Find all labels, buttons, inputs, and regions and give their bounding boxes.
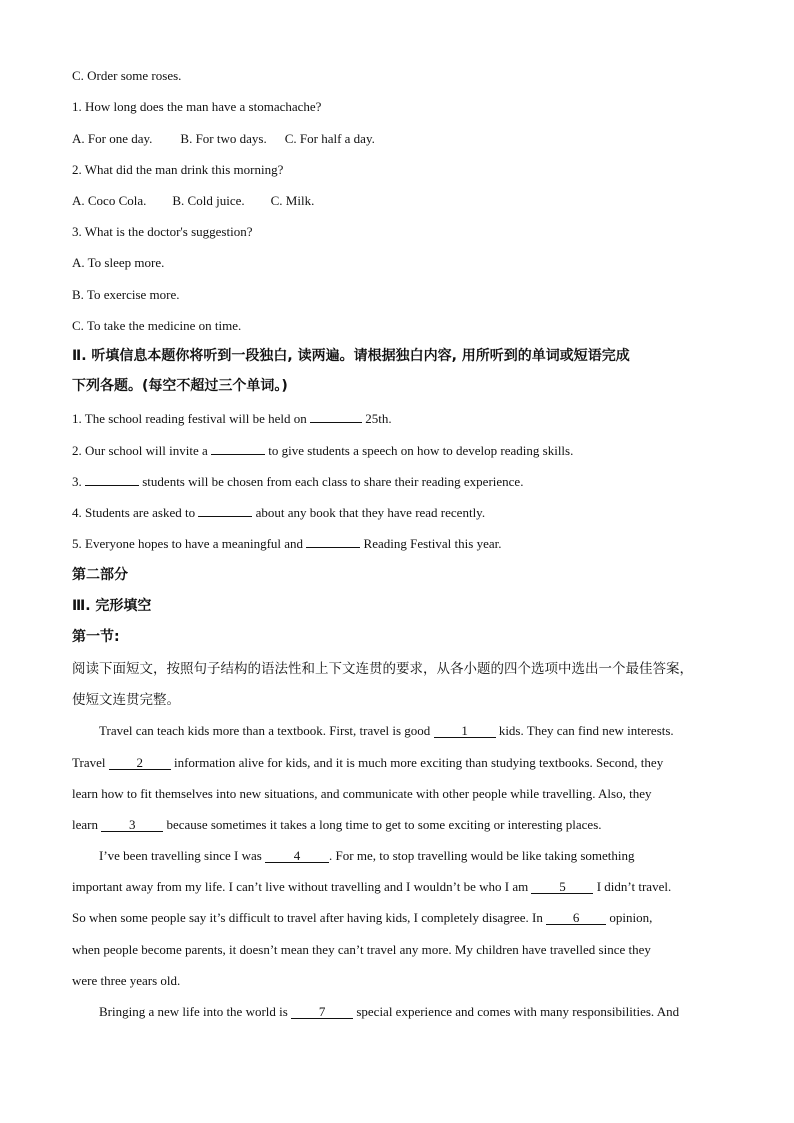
passage-line [99,848,635,864]
cloze-blank[interactable]: 5 [531,880,593,894]
option-c: C. Milk. [270,193,315,208]
passage-line: learn how to fit themselves into new situations, and communicate with other people while travelling. Also, they [72,786,652,801]
fill-item-3 [72,474,523,490]
passage-line: were three years old. [72,973,181,988]
instruction-line1: 阅读下面短文，按照句子结构的语法性和上下文连贯的要求，从各小题的四个选项中选出一个最佳答案， [72,661,693,677]
passage-line [72,910,652,926]
answer-blank[interactable] [198,516,252,517]
passage-text: information alive for kids, and it is much more exciting than studying textbooks. Second, they [173,755,664,770]
cloze-blank[interactable]: 3 [101,818,163,832]
passage-line: when people become parents, it doesn’t mean they can’t travel any more. My children have travelled since they [72,942,651,957]
passage-text: . For me, to stop travelling would be like taking something [329,848,635,863]
passage-line [99,723,674,739]
passage-text: kids. They can find new interests. [498,723,674,738]
fill-item-4 [72,505,485,521]
cloze-blank[interactable]: 4 [265,849,329,863]
question-3-option-c: C. To take the medicine on time. [72,318,242,333]
passage-text: special experience and comes with many responsibilities. And [356,1004,680,1019]
answer-blank[interactable] [211,454,265,455]
answer-blank[interactable] [306,547,360,548]
passage-text: Travel [72,755,106,770]
question-3-option-a: A. To sleep more. [72,255,165,270]
passage-line [72,817,602,833]
cloze-blank[interactable]: 6 [546,911,606,925]
fill-item-text: 3. [72,474,82,489]
fill-item-text: 2. Our school will invite a [72,443,208,458]
fill-item-text: 1. The school reading festival will be held on [72,411,307,426]
option-c-prev: C. Order some roses. [72,68,182,83]
passage-text: important away from my life. I can’t live without travelling and I wouldn’t be who I am [72,879,529,894]
question-2: 2. What did the man drink this morning? [72,162,284,177]
passage-line [72,755,663,771]
fill-item-2 [72,443,573,459]
question-3: 3. What is the doctor's suggestion? [72,224,253,239]
fill-item-5 [72,536,501,552]
option-b: B. For two days. [180,131,267,146]
fill-item-text: 25th. [365,411,392,426]
question-3-option-b: B. To exercise more. [72,287,180,302]
question-2-options [72,193,314,209]
section-2-heading-line1: Ⅱ. 听填信息本题你将听到一段独白, 读两遍。请根据独白内容, 用所听到的单词或短语完成 [72,348,630,364]
fill-item-text: 4. Students are asked to [72,505,196,520]
passage-text: because sometimes it takes a long time to get to some exciting or interesting places. [166,817,602,832]
cloze-blank[interactable]: 7 [291,1005,353,1019]
fill-item-text: 5. Everyone hopes to have a meaningful and [72,536,304,551]
option-a: A. For one day. [72,131,153,146]
section-3-heading: Ⅲ. 完形填空 [72,598,152,614]
part-2-title: 第二部分 [72,567,128,583]
fill-item-text: students will be chosen from each class to share their reading experience. [142,474,524,489]
passage-line [72,879,671,895]
question-1: 1. How long does the man have a stomachache? [72,99,322,114]
question-1-options [72,131,375,147]
passage-text: So when some people say it’s difficult to travel after having kids, I completely disagree. In [72,910,543,925]
option-c: C. For half a day. [284,131,375,146]
passage-line [99,1004,679,1020]
fill-item-1 [72,411,392,427]
instruction-line2: 使短文连贯完整。 [72,692,180,708]
subsection-label: 第一节: [72,629,120,645]
passage-text: Travel can teach kids more than a textbook. First, travel is good [99,723,431,738]
fill-item-text: about any book that they have read recently. [255,505,486,520]
answer-blank[interactable] [85,485,139,486]
answer-blank[interactable] [310,422,362,423]
passage-text: opinion, [609,910,653,925]
cloze-blank[interactable]: 2 [109,756,171,770]
fill-item-text: to give students a speech on how to develop reading skills. [268,443,574,458]
passage-text: I’ve been travelling since I was [99,848,262,863]
section-2-heading-line2: 下列各题。(每空不超过三个单词。) [72,378,288,394]
cloze-blank[interactable]: 1 [434,724,496,738]
fill-item-text: Reading Festival this year. [363,536,502,551]
passage-text: learn [72,817,98,832]
option-a: A. Coco Cola. [72,193,147,208]
passage-text: Bringing a new life into the world is [99,1004,288,1019]
option-b: B. Cold juice. [172,193,245,208]
passage-text: I didn’t travel. [596,879,672,894]
